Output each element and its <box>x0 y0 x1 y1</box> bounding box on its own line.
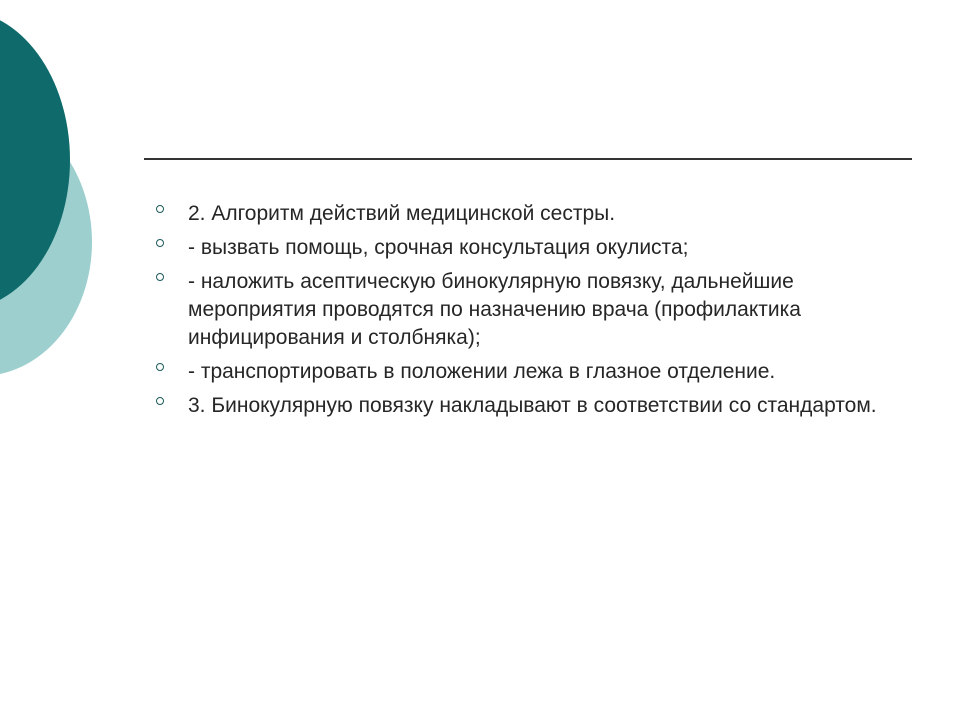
hollow-circle-bullet-icon <box>156 363 164 371</box>
bullet-item <box>156 234 906 262</box>
hollow-circle-bullet-icon <box>156 273 164 281</box>
bullet-text: 3. Бинокулярную повязку накладывают в соответствии со стандартом. <box>188 394 877 417</box>
bullet-text: - вызвать помощь, срочная консультация окулиста; <box>188 236 689 259</box>
bullet-item <box>156 358 906 386</box>
bullet-list <box>156 200 906 426</box>
bullet-item <box>156 392 906 420</box>
bullet-text: - наложить асептическую бинокулярную повязку, дальнейшие мероприятия проводятся по назначению врача (профилактика инфицирования и столбняка); <box>188 270 801 349</box>
hollow-circle-bullet-icon <box>156 239 164 247</box>
bullet-text: 2. Алгоритм действий медицинской сестры. <box>188 202 616 225</box>
hollow-circle-bullet-icon <box>156 397 164 405</box>
bullet-item <box>156 268 906 352</box>
bullet-text: - транспортировать в положении лежа в глазное отделение. <box>188 360 776 383</box>
title-divider <box>144 158 912 160</box>
hollow-circle-bullet-icon <box>156 205 164 213</box>
bullet-item <box>156 200 906 228</box>
